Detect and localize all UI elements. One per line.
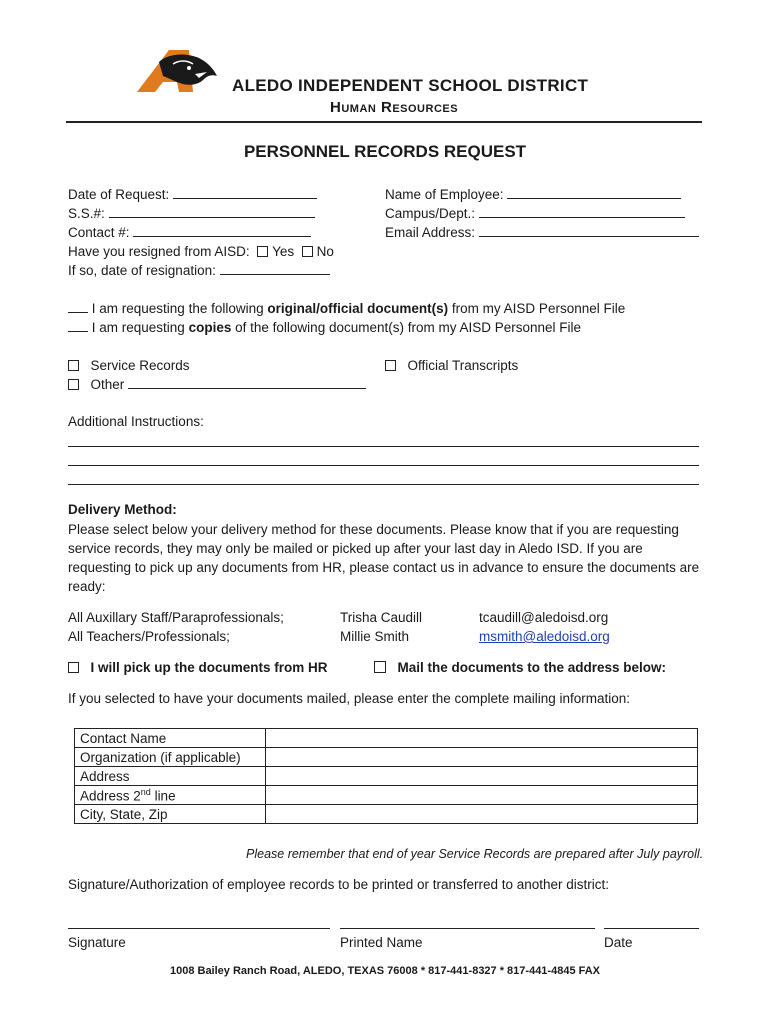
date-of-request-label: Date of Request: [68, 187, 170, 202]
payroll-note: Please remember that end of year Service Records are prepared after July payroll. [246, 847, 704, 861]
table-row [75, 805, 698, 824]
resignation-date-label: If so, date of resignation: [68, 263, 216, 278]
contact-field[interactable] [68, 224, 311, 241]
signature-label: Signature [68, 935, 126, 950]
address2-text: Address 2 [80, 788, 141, 804]
table-row [75, 786, 698, 805]
resigned-no-checkbox[interactable] [302, 246, 313, 257]
resigned-no-label: No [316, 244, 334, 259]
employee-name-field[interactable] [385, 186, 681, 203]
request-original-blank[interactable] [68, 300, 88, 313]
contact-name-1: Trisha Caudill [340, 610, 423, 625]
mailing-label-organization: Organization (if applicable) [75, 748, 266, 767]
department-name: Human Resources [330, 99, 459, 116]
resigned-yes-label: Yes [272, 244, 295, 259]
additional-instructions-label: Additional Instructions: [68, 414, 204, 429]
mail-label: Mail the documents to the address below: [397, 660, 667, 675]
request-copies-option[interactable] [68, 319, 581, 336]
employee-name-label: Name of Employee: [385, 187, 504, 202]
other-option[interactable] [68, 376, 366, 393]
campus-input[interactable] [479, 205, 685, 218]
date-of-request-input[interactable] [173, 186, 317, 199]
delivery-heading: Delivery Method: [68, 502, 177, 517]
email-field[interactable] [385, 224, 699, 241]
email-input[interactable] [479, 224, 699, 237]
table-row [75, 767, 698, 786]
page-title: PERSONNEL RECORDS REQUEST [243, 142, 527, 161]
date-of-request-field[interactable] [68, 186, 317, 203]
campus-field[interactable] [385, 205, 685, 222]
contact-input[interactable] [133, 224, 311, 237]
request-original-prefix: I am requesting the following [91, 301, 264, 316]
table-row [75, 748, 698, 767]
request-copies-prefix: I am requesting [91, 320, 185, 335]
mailing-label-address: Address [75, 767, 266, 786]
address2-suffix: line [150, 788, 176, 804]
contact-label: Contact #: [68, 225, 130, 240]
other-input[interactable] [128, 376, 366, 389]
employee-name-input[interactable] [507, 186, 681, 199]
ssn-field[interactable] [68, 205, 315, 222]
contact-group-2: All Teachers/Professionals; [68, 629, 230, 644]
mailing-label-contact: Contact Name [75, 729, 266, 748]
mail-option[interactable] [374, 659, 666, 676]
other-checkbox[interactable] [68, 379, 79, 390]
transcripts-option[interactable] [385, 357, 518, 374]
signature-intro: Signature/Authorization of employee records to be printed or transferred to another district: [68, 877, 610, 892]
pickup-checkbox[interactable] [68, 662, 79, 673]
request-original-option[interactable] [68, 300, 625, 317]
request-copies-bold: copies [188, 320, 232, 335]
address2-sup: nd [140, 786, 151, 797]
service-records-option[interactable] [68, 357, 190, 374]
email-label: Email Address: [385, 225, 476, 240]
service-records-label: Service Records [90, 358, 190, 373]
ssn-input[interactable] [109, 205, 315, 218]
printed-name-label: Printed Name [340, 935, 423, 950]
table-row [75, 729, 698, 748]
request-copies-blank[interactable] [68, 319, 88, 332]
pickup-label: I will pick up the documents from HR [90, 660, 328, 675]
transcripts-checkbox[interactable] [385, 360, 396, 371]
request-original-bold: original/official document(s) [267, 301, 449, 316]
delivery-text: Please select below your delivery method for these documents. Please know that if you are requesting service records, they may only be mailed or picked up after your last day in Aledo ISD. If you are requesting to pick up any documents from HR, please contact us in advance to ensure the documents are ready: [68, 522, 700, 594]
mailing-input-organization[interactable] [266, 748, 698, 767]
aledo-bearcat-logo-icon [133, 46, 221, 96]
contact-email-1[interactable]: tcaudill@aledoisd.org [479, 610, 609, 625]
service-records-checkbox[interactable] [68, 360, 79, 371]
campus-label: Campus/Dept.: [385, 206, 476, 221]
transcripts-label: Official Transcripts [407, 358, 519, 373]
instructions-line-2[interactable] [68, 465, 699, 466]
contact-email-2[interactable]: msmith@aledoisd.org [479, 629, 610, 644]
header-divider [66, 121, 702, 123]
signature-line[interactable] [68, 928, 330, 929]
resignation-date-input[interactable] [220, 262, 330, 275]
date-line[interactable] [604, 928, 699, 929]
contact-group-1: All Auxillary Staff/Paraprofessionals; [68, 610, 284, 625]
request-original-suffix: from my AISD Personnel File [451, 301, 626, 316]
mailing-label-city: City, State, Zip [75, 805, 266, 824]
mailing-input-address[interactable] [266, 767, 698, 786]
district-name: ALEDO INDEPENDENT SCHOOL DISTRICT [232, 76, 589, 95]
resignation-date-field[interactable] [68, 262, 330, 279]
mailing-table [74, 728, 698, 824]
request-copies-suffix: of the following document(s) from my AISD Personnel File [235, 320, 582, 335]
resigned-label: Have you resigned from AISD: [68, 244, 250, 259]
ssn-label: S.S.#: [68, 206, 105, 221]
mailing-label-address2 [75, 786, 266, 805]
contact-name-2: Millie Smith [340, 629, 410, 644]
mail-checkbox[interactable] [374, 661, 386, 673]
instructions-line-1[interactable] [68, 446, 699, 447]
resigned-yes-checkbox[interactable] [257, 246, 268, 257]
date-label: Date [604, 935, 633, 950]
mailing-input-address2[interactable] [266, 786, 698, 805]
resigned-question [68, 243, 334, 260]
other-label: Other [90, 377, 125, 392]
pickup-option[interactable] [68, 659, 328, 676]
printed-name-line[interactable] [340, 928, 595, 929]
mailing-input-city[interactable] [266, 805, 698, 824]
footer-address: 1008 Bailey Ranch Road, ALEDO, TEXAS 76008 * 817-441-8327 * 817-441-4845 FAX [169, 965, 601, 977]
mailing-intro: If you selected to have your documents mailed, please enter the complete mailing information: [68, 691, 631, 706]
instructions-line-3[interactable] [68, 484, 699, 485]
mailing-input-contact[interactable] [266, 729, 698, 748]
